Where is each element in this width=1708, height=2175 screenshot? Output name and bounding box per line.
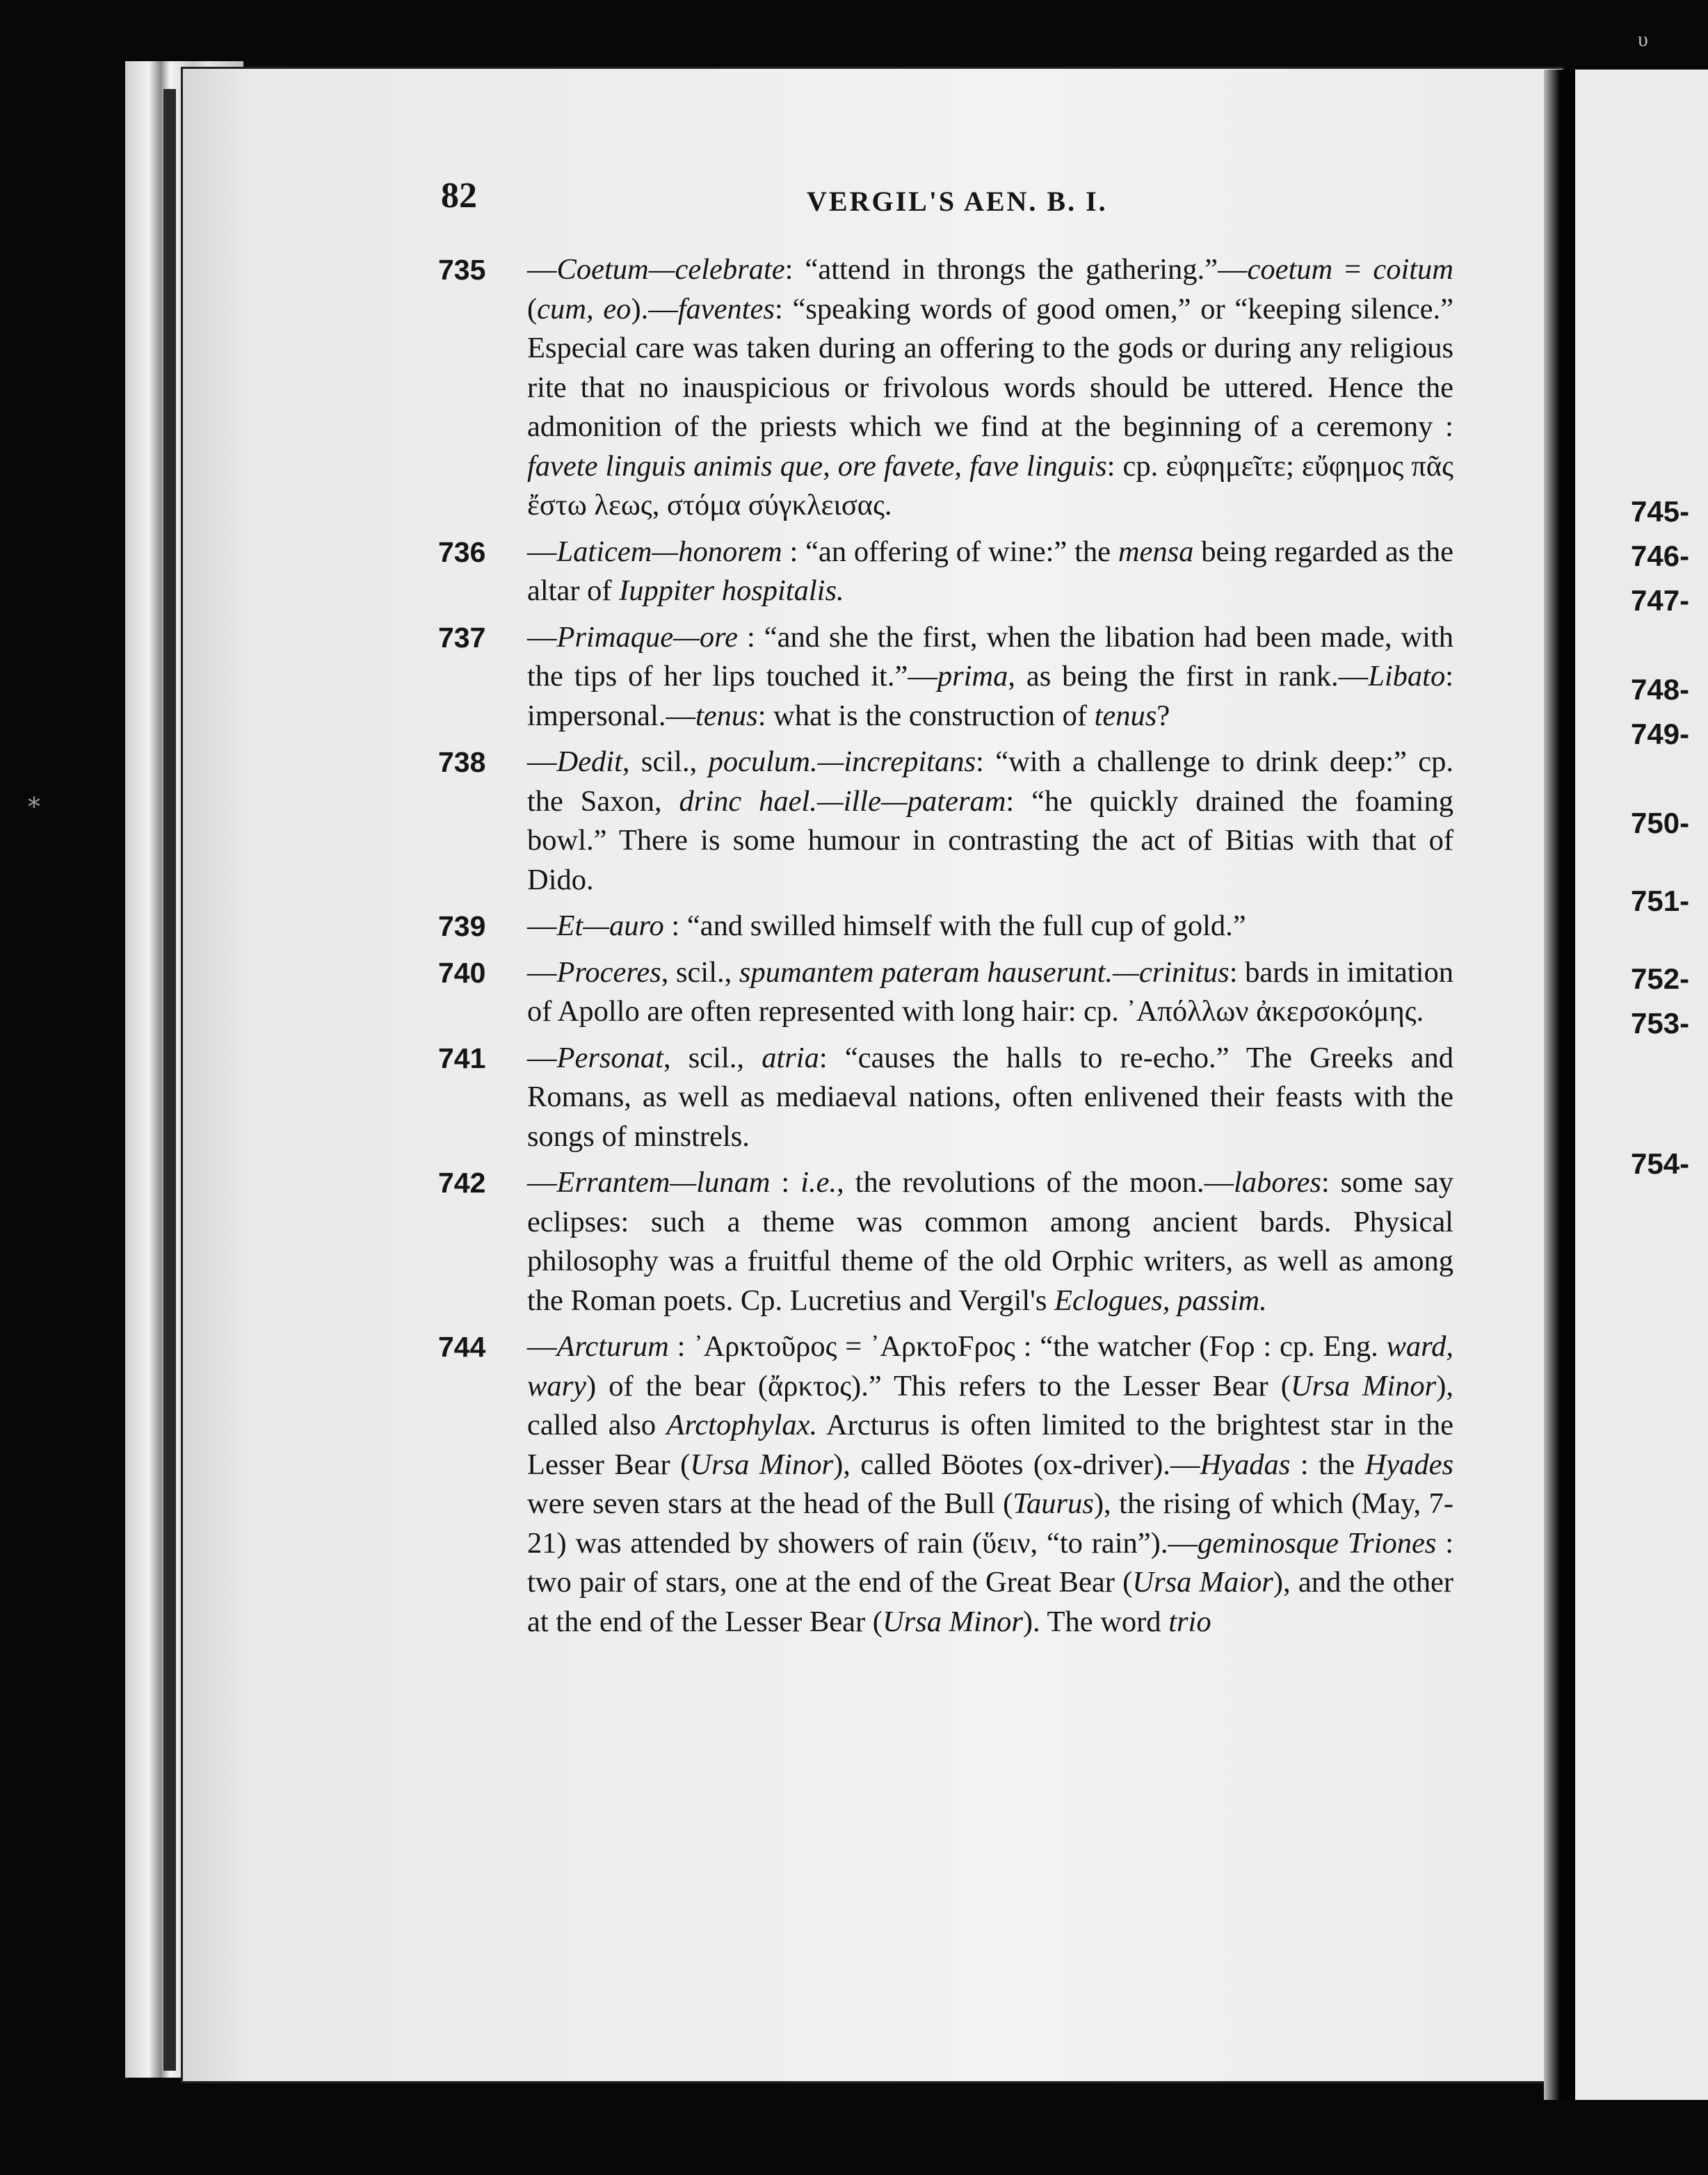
note-text: — bbox=[527, 1166, 557, 1199]
note-text: , scil., bbox=[663, 1041, 762, 1074]
note-text: : “and swilled himself with the full cup of gold.” bbox=[663, 909, 1246, 942]
note-line-number: 739 bbox=[438, 910, 486, 942]
right-page-line-number: 753- bbox=[1631, 1007, 1690, 1040]
note-text: : impersonal.— bbox=[527, 660, 1454, 732]
note-italic-text: geminosque Triones bbox=[1197, 1526, 1437, 1560]
commentary-note bbox=[438, 743, 1453, 900]
note-italic-text: coetum bbox=[1247, 253, 1333, 286]
note-text: — bbox=[527, 909, 557, 942]
note-text: — bbox=[527, 745, 557, 778]
right-page-line-number: 747- bbox=[1631, 584, 1690, 617]
note-text: = bbox=[1332, 253, 1373, 286]
note-text: : some say eclipses: such a theme was common among ancient bards. Physical philosophy was a fruitful theme of the old Orphic writers, as well as among the Roman poets. Cp. Lucretius and Vergil's bbox=[527, 1166, 1453, 1317]
commentary-note bbox=[438, 1327, 1453, 1642]
note-text: : bards in imitation of Apollo are often represented with long hair: cp. ᾿Απόλλων ἀκερσοκόμης. bbox=[527, 955, 1453, 1028]
note-text: ) of the bear (ἄρκτος).” This refers to the Lesser Bear ( bbox=[586, 1369, 1291, 1402]
note-text: ), called Böotes (ox-driver).— bbox=[833, 1448, 1200, 1481]
note-line-number: 742 bbox=[438, 1167, 486, 1199]
note-italic-text: Coetum—celebrate bbox=[556, 253, 785, 286]
note-text: ), the rising of which (May, 7-21) was attended by showers of rain (ὕειν, “to rain”).— bbox=[527, 1487, 1453, 1560]
note-italic-text: Eclogues, passim. bbox=[1054, 1284, 1267, 1317]
right-page-line-number: 748- bbox=[1631, 673, 1690, 706]
note-text: : ᾿Αρκτοῦρος = ᾿ΑρκτοϜρος : “the watcher (Ϝορ : cp. Eng. bbox=[668, 1330, 1387, 1363]
corner-mark: υ bbox=[1638, 28, 1648, 51]
commentary-note bbox=[438, 1163, 1453, 1320]
note-text: : bbox=[770, 1166, 801, 1199]
note-line-number: 738 bbox=[438, 746, 486, 778]
commentary-note bbox=[438, 250, 1453, 526]
note-text: : cp. εὐφημεῖτε; εὔφημος πᾶς ἔστω λεως, στόμα σύγκλεισας. bbox=[527, 449, 1453, 521]
right-page-line-number: 754- bbox=[1631, 1147, 1690, 1180]
note-line-number: 737 bbox=[438, 621, 486, 654]
note-text: : two pair of stars, one at the end of the Great Bear ( bbox=[527, 1526, 1454, 1599]
right-page-line-number: 749- bbox=[1631, 718, 1690, 750]
note-italic-text: Libato bbox=[1368, 660, 1446, 693]
note-text: ), called also bbox=[527, 1369, 1453, 1441]
note-italic-text: Dedit bbox=[556, 745, 622, 778]
note-italic-text: coitum bbox=[1373, 253, 1453, 286]
note-text: , the revolutions of the moon.— bbox=[837, 1166, 1234, 1199]
note-italic-text: tenus bbox=[695, 699, 758, 732]
note-italic-text: Ursa Minor bbox=[882, 1605, 1023, 1638]
right-page-line-number: 752- bbox=[1631, 962, 1690, 995]
note-text: : “and she the first, when the libation had been made, with the tips of her lips touched it.”— bbox=[527, 620, 1453, 693]
note-italic-text: Arctophylax. bbox=[666, 1409, 818, 1441]
note-text: , scil., bbox=[622, 745, 709, 778]
note-text: ). The word bbox=[1022, 1605, 1169, 1638]
note-italic-text: Taurus bbox=[1013, 1487, 1094, 1520]
note-italic-text: cum, eo bbox=[537, 292, 631, 325]
note-text: — bbox=[527, 1041, 557, 1074]
note-text: : “attend in throngs the gathering.”— bbox=[784, 253, 1248, 286]
note-text: ( bbox=[527, 292, 538, 325]
note-italic-text: i.e. bbox=[800, 1166, 837, 1199]
note-italic-text: favete linguis animis que, ore favete, fave linguis bbox=[527, 449, 1107, 483]
note-italic-text: Laticem—honorem bbox=[556, 535, 782, 568]
note-italic-text: Ursa Minor bbox=[1290, 1369, 1437, 1402]
right-page-line-number: 745- bbox=[1631, 495, 1690, 528]
note-italic-text: Errantem—lunam bbox=[556, 1166, 771, 1199]
note-text: ), and the other at the end of the Lesser Bear ( bbox=[527, 1566, 1453, 1638]
note-text: — bbox=[527, 253, 557, 286]
note-line-number: 744 bbox=[438, 1331, 486, 1363]
note-italic-text: labores bbox=[1233, 1166, 1321, 1199]
commentary-note bbox=[438, 953, 1453, 1032]
note-italic-text: Hyadas bbox=[1200, 1448, 1291, 1481]
note-text: : “he quickly drained the foaming bowl.” There is some humour in contrasting the act of Bitias with that of Dido. bbox=[527, 784, 1453, 896]
note-italic-text: Hyades bbox=[1364, 1448, 1453, 1481]
right-page-fragment bbox=[1575, 70, 1708, 2100]
page-number: 82 bbox=[441, 176, 477, 216]
note-text: : “speaking words of good omen,” or “keeping silence.” Especial care was taken during an offering to the gods or during any religious rite that no inauspicious or frivolous words should be uttered. Hence the admonition of the priests which we find at the beginning of a ceremony : bbox=[527, 292, 1454, 443]
note-italic-text: prima bbox=[937, 660, 1008, 693]
book-gutter bbox=[1544, 70, 1579, 2100]
note-italic-text: atria bbox=[762, 1041, 819, 1074]
note-text: : the bbox=[1290, 1448, 1365, 1481]
note-text: ? bbox=[1157, 699, 1170, 732]
note-text: , scil., bbox=[661, 955, 739, 989]
note-italic-text: Ursa Minor bbox=[690, 1448, 834, 1481]
note-italic-text: mensa bbox=[1118, 535, 1194, 568]
commentary-note bbox=[438, 533, 1453, 611]
note-line-number: 735 bbox=[438, 254, 486, 286]
note-line-number: 740 bbox=[438, 956, 486, 989]
note-italic-text: Et—auro bbox=[556, 909, 664, 942]
note-italic-text: spumantem pateram hauserunt.—crinitus bbox=[739, 955, 1230, 989]
note-italic-text: faventes bbox=[677, 292, 775, 325]
note-text: : what is the construction of bbox=[757, 699, 1095, 732]
margin-speck: ⁎ bbox=[28, 785, 40, 813]
note-italic-text: trio bbox=[1168, 1605, 1211, 1638]
commentary-notes bbox=[438, 250, 1453, 1649]
note-line-number: 736 bbox=[438, 535, 486, 568]
note-italic-text: ward, wary bbox=[527, 1330, 1453, 1402]
note-text: — bbox=[527, 1330, 557, 1363]
note-text: , as being the first in rank.— bbox=[1008, 660, 1369, 693]
note-text: : “an offering of wine:” the bbox=[782, 535, 1118, 568]
note-line-number: 741 bbox=[438, 1042, 486, 1074]
note-italic-text: poculum.—increpitans bbox=[708, 745, 976, 778]
note-italic-text: Primaque—ore bbox=[556, 620, 738, 654]
note-text: Arcturus is often limited to the brightest star in the Lesser Bear ( bbox=[527, 1409, 1453, 1481]
note-text: ).— bbox=[631, 292, 678, 325]
right-page-line-number: 750- bbox=[1631, 807, 1690, 839]
running-head: VERGIL'S AEN. B. I. bbox=[807, 186, 1108, 217]
note-text: — bbox=[527, 955, 557, 989]
note-text: — bbox=[527, 535, 557, 568]
note-text: : “causes the halls to re-echo.” The Greeks and Romans, as well as mediaeval nations, often enlivened their feasts with the songs of minstrels. bbox=[527, 1041, 1453, 1153]
note-italic-text: tenus bbox=[1094, 699, 1157, 732]
right-page-line-number: 746- bbox=[1631, 540, 1690, 572]
right-page-line-number: 751- bbox=[1631, 884, 1690, 917]
note-italic-text: drinc hael.—ille—pateram bbox=[679, 784, 1006, 818]
note-italic-text: Personat bbox=[556, 1041, 663, 1074]
note-text: were seven stars at the head of the Bull ( bbox=[527, 1487, 1013, 1520]
note-text: : “with a challenge to drink deep:” cp. the Saxon, bbox=[527, 745, 1453, 818]
commentary-note bbox=[438, 618, 1453, 736]
note-italic-text: Ursa Maior bbox=[1132, 1566, 1273, 1599]
commentary-note bbox=[438, 1039, 1453, 1157]
note-italic-text: Arcturum bbox=[556, 1330, 669, 1363]
commentary-note bbox=[438, 907, 1453, 946]
note-italic-text: Iuppiter hospitalis. bbox=[619, 574, 844, 607]
note-text: — bbox=[527, 620, 557, 654]
note-italic-text: Proceres bbox=[556, 955, 661, 989]
note-text: being regarded as the altar of bbox=[527, 535, 1453, 607]
